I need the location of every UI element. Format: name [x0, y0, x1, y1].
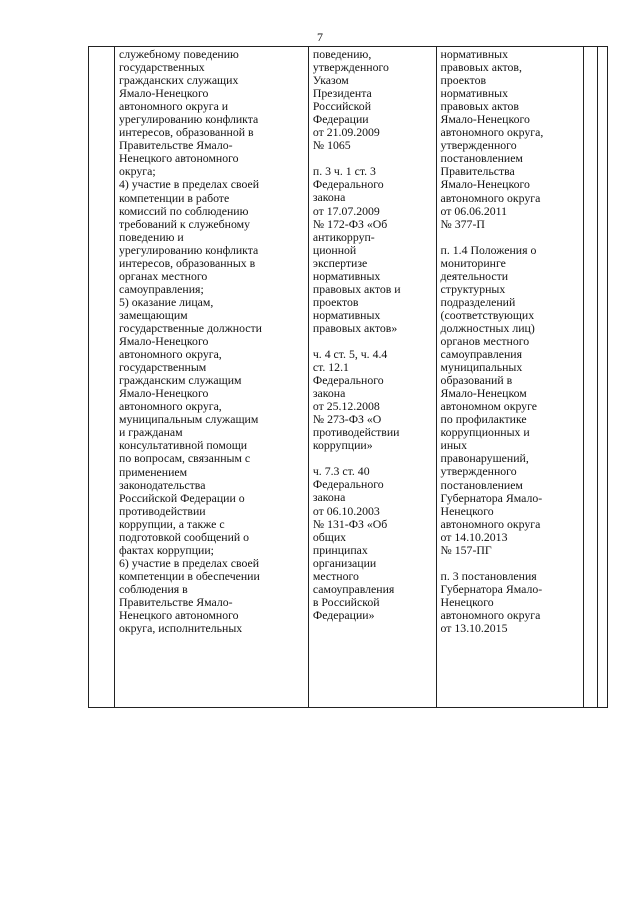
text-line: автономного округа, [119, 347, 222, 362]
text-line: законодательства [119, 477, 206, 492]
text-line: правовых актов [440, 99, 520, 114]
text-line: организации [312, 555, 377, 570]
text-line: п. 3 постановления [440, 568, 537, 583]
text-line: Губернатора Ямало- [440, 490, 543, 505]
text-line: утвержденного [440, 138, 517, 153]
cell-empty-2 [598, 47, 608, 708]
text-line: общих [312, 529, 347, 544]
text-line: ст. 12.1 [312, 360, 349, 375]
text-line: проектов [440, 73, 487, 88]
text-line: служебному поведению [119, 47, 239, 61]
text-line: фактах коррупции; [119, 542, 214, 557]
text-line: интересов, образованных в [119, 255, 256, 270]
cell-activities [115, 47, 309, 708]
text-line: государственным [119, 360, 207, 375]
text-line: муниципальных [440, 360, 523, 375]
text-line: 6) участие в пределах своей [119, 555, 260, 570]
text-line: экспертизе [312, 255, 368, 270]
text-line: самоуправления [440, 347, 523, 362]
text-line: Российской [312, 99, 372, 114]
text-line: Ямало-Ненецкого [119, 334, 209, 349]
text-line: органов местного [440, 333, 530, 348]
text-line: урегулированию конфликта [119, 112, 259, 127]
text-line: нормативных [440, 47, 508, 61]
cell-federal-acts [308, 47, 436, 708]
text-line: компетенции в обеспечении [119, 568, 260, 583]
text-line: округа, исполнительных [119, 621, 243, 636]
text-line: поведению и [119, 229, 184, 244]
text-line: автономного округа [440, 190, 541, 205]
text-line: структурных [440, 281, 506, 296]
text-line: Правительства [440, 164, 515, 179]
text-line: Федерального [312, 177, 384, 192]
text-line: № 172-ФЗ «Об [312, 216, 388, 231]
text-line: нормативных [440, 86, 508, 101]
text-line: иных [440, 438, 467, 453]
text-line: № 157-ПГ [440, 542, 492, 557]
text-line: принципах [312, 542, 368, 557]
text-line: органах местного [119, 268, 208, 283]
text-line: интересов, образованной в [119, 125, 254, 140]
text-line: закона [312, 490, 346, 505]
text-line: правовых актов и [312, 281, 401, 296]
text-line: Российской Федерации о [119, 490, 245, 505]
text-line: ционной [312, 242, 357, 257]
text-line: коррупционных и [440, 425, 530, 440]
text-line: гражданских служащих [119, 73, 239, 88]
text-line: по вопросам, связанным с [119, 451, 251, 466]
text-line: Федерального [312, 373, 384, 388]
text-line: подразделений [440, 294, 516, 309]
text-line: от 06.10.2003 [312, 503, 380, 518]
text-line: Ненецкого автономного [119, 151, 239, 166]
text-line: консультативной помощи [119, 438, 248, 453]
text-line: самоуправления [312, 581, 395, 596]
text-line: правонарушений, [440, 451, 529, 466]
text-line: Федерального [312, 477, 384, 492]
text-line: нормативных [312, 268, 381, 283]
text-line: компетенции в работе [119, 190, 230, 205]
text-line: Правительстве Ямало- [119, 594, 233, 609]
text-line: ч. 4 ст. 5, ч. 4.4 [312, 346, 388, 361]
text-line: коррупции» [312, 438, 373, 453]
text-line: закона [312, 386, 346, 401]
text-line: от 13.10.2015 [440, 620, 508, 635]
text-line: Президента [312, 86, 372, 101]
text-line: в Российской [312, 594, 380, 609]
text-line: Ямало-Ненецкого [440, 177, 530, 192]
text-line: проектов [312, 294, 359, 309]
text-line: муниципальным служащим [119, 412, 259, 427]
text-line: закона [312, 190, 346, 205]
text-line: автономного округа, [119, 399, 222, 414]
text-line: Ненецкого автономного [119, 608, 239, 623]
text-line: правовых актов» [312, 320, 398, 335]
text-line: Указом [312, 73, 349, 88]
cell-empty-1 [584, 47, 598, 708]
text-line: округа; [119, 164, 156, 179]
text-line: постановлением [440, 151, 523, 166]
text-line: подготовкой сообщений о [119, 529, 250, 544]
federal-acts-text [313, 47, 433, 622]
paragraph-gap [441, 231, 581, 244]
text-line: от 06.06.2011 [440, 203, 508, 218]
text-line: противодействии [312, 425, 400, 440]
text-line: соблюдения в [119, 581, 188, 596]
text-line: антикорруп- [312, 229, 375, 244]
text-line: автономного округа [440, 607, 541, 622]
text-line: от 21.09.2009 [312, 125, 380, 140]
text-line: от 14.10.2013 [440, 529, 508, 544]
text-line: Ненецкого [440, 594, 494, 609]
text-line: от 17.07.2009 [312, 203, 380, 218]
text-line: требований к служебному [119, 216, 251, 231]
text-line: автономного округа, [440, 125, 544, 140]
text-line: нормативных [312, 307, 381, 322]
activities-text [119, 47, 305, 635]
page-number: 7 [317, 30, 323, 44]
text-line: применением [119, 464, 188, 479]
text-line: замещающим [119, 307, 188, 322]
text-line: мониторинге [440, 255, 506, 270]
text-line: Ямало-Ненецкого [119, 86, 209, 101]
text-line: 5) оказание лицам, [119, 294, 214, 309]
text-line: урегулированию конфликта [119, 242, 259, 257]
text-line: Федерации [312, 112, 369, 127]
text-line: государственных [119, 60, 205, 75]
text-line: утвержденного [312, 60, 389, 75]
text-line: постановлением [440, 477, 523, 492]
text-line: комиссий по соблюдению [119, 203, 249, 218]
text-line: гражданским служащим [119, 373, 242, 388]
text-line: ч. 7.3 ст. 40 [312, 464, 370, 479]
paragraph-gap [441, 557, 581, 570]
text-line: от 25.12.2008 [312, 399, 380, 414]
text-line: Федерации» [312, 607, 375, 622]
text-line: автономного округа и [119, 99, 229, 114]
text-line: (соответствующих [440, 307, 535, 322]
document-table [88, 46, 608, 708]
text-line: самоуправления; [119, 281, 204, 296]
cell-number [89, 47, 115, 708]
text-line: должностных лиц) [440, 320, 535, 335]
table-row [89, 47, 608, 708]
text-line: утвержденного [440, 464, 517, 479]
text-line: Правительстве Ямало- [119, 138, 233, 153]
text-line: образований в [440, 373, 513, 388]
text-line: противодействии [119, 503, 206, 518]
text-line: автономном округе [440, 399, 538, 414]
text-line: и гражданам [119, 425, 183, 440]
regional-acts-text [441, 47, 581, 635]
text-line: автономного округа [440, 516, 541, 531]
text-line: деятельности [440, 268, 509, 283]
text-line: 4) участие в пределах своей [119, 177, 260, 192]
text-line: № 377-П [440, 216, 485, 231]
cell-regional-acts [436, 47, 584, 708]
text-line: № 1065 [312, 138, 351, 153]
text-line: п. 1.4 Положения о [440, 242, 537, 257]
text-line: местного [312, 568, 359, 583]
text-line: Ямало-Ненецком [440, 386, 527, 401]
text-line: Ямало-Ненецкого [440, 112, 530, 127]
text-line: государственные должности [119, 320, 262, 335]
text-line: № 273-ФЗ «О [312, 412, 382, 427]
text-line: Губернатора Ямало- [440, 581, 543, 596]
text-line: Ямало-Ненецкого [119, 386, 209, 401]
text-line: поведению, [312, 47, 372, 61]
text-line: Ненецкого [440, 503, 494, 518]
text-line: по профилактике [440, 412, 527, 427]
text-line: правовых актов, [440, 60, 522, 75]
text-line: коррупции, а также с [119, 516, 225, 531]
text-line: п. 3 ч. 1 ст. 3 [312, 164, 376, 179]
text-line: № 131-ФЗ «Об [312, 516, 388, 531]
